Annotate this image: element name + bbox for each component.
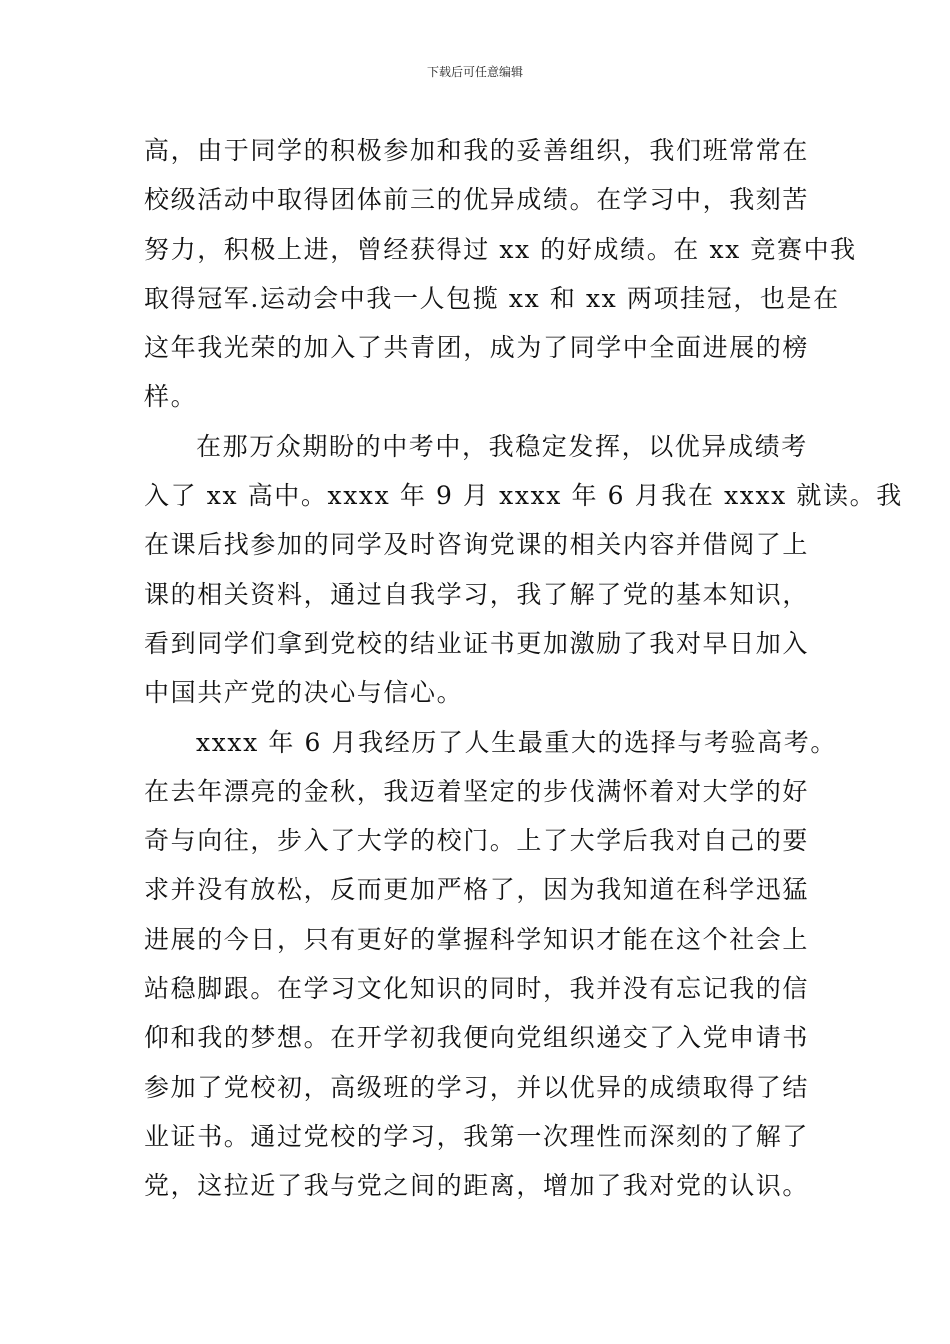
text-line: 党，这拉近了我与党之间的距离，增加了我对党的认识。 [144,1171,810,1201]
text-line: 高，由于同学的积极参加和我的妥善组织，我们班常常在 [144,136,810,165]
text-line: 校级活动中取得团体前三的优异成绩。在学习中，我刻苦 [144,185,810,215]
text-line: 业证书。通过党校的学习，我第一次理性而深刻的了解了 [144,1121,810,1151]
text-line: 样。 [144,382,198,412]
text-line: 参加了党校初，高级班的学习，并以优异的成绩取得了结 [144,1072,810,1102]
text-line: 求并没有放松，反而更加严格了，因为我知道在科学迅猛 [144,875,810,905]
text-line: 看到同学们拿到党校的结业证书更加激励了我对早日加入 [144,628,810,658]
text-line: 仰和我的梦想。在开学初我便向党组织递交了入党申请书 [144,1023,810,1053]
paragraph-first-line: 在那万众期盼的中考中，我稳定发挥，以优异成绩考 [196,431,808,461]
text-line: 在去年漂亮的金秋，我迈着坚定的步伐满怀着对大学的好 [144,776,810,806]
text-line: 奇与向往，步入了大学的校门。上了大学后我对自己的要 [144,826,810,856]
text-line: 站稳脚跟。在学习文化知识的同时，我并没有忘记我的信 [144,974,810,1004]
text-line: 进展的今日，只有更好的掌握科学知识才能在这个社会上 [144,924,810,954]
text-line: 这年我光荣的加入了共青团，成为了同学中全面进展的榜 [144,333,810,363]
text-line: 取得冠军.运动会中我一人包揽 xx 和 xx 两项挂冠，也是在 [144,283,840,313]
text-line: 努力，积极上进，曾经获得过 xx 的好成绩。在 xx 竞赛中我 [144,234,857,264]
text-line: 中国共产党的决心与信心。 [144,678,464,708]
text-line: 入了 xx 高中。xxxx 年 9 月 xxxx 年 6 月我在 xxxx 就读。我 [144,481,903,511]
page-header-note: 下载后可任意编辑 [426,65,523,79]
paragraph-first-line: xxxx 年 6 月我经历了人生最重大的选择与考验高考。 [196,727,837,757]
document-body [144,126,903,1211]
text-line: 课的相关资料，通过自我学习，我了解了党的基本知识， [144,579,810,609]
text-line: 在课后找参加的同学及时咨询党课的相关内容并借阅了上 [144,530,810,560]
